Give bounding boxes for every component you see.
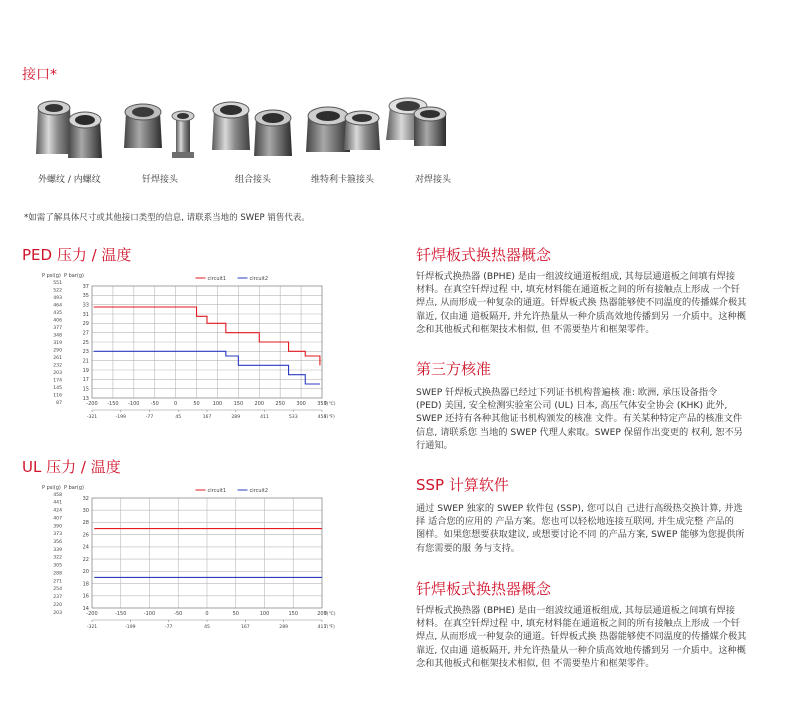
legend-label-circuit1: circuit1: [207, 276, 227, 282]
bar-tick-label: 23: [82, 349, 89, 356]
section-4-line: 焊点, 从而形成一种复杂的通道。钎焊板式换 热器能够使不同温度的传播媒介极其: [416, 631, 747, 643]
series-line-circuit1: [94, 307, 320, 365]
connector-images: [28, 96, 448, 166]
psi-tick-label: 458: [53, 492, 62, 498]
x-tick-label-f: -199: [125, 625, 136, 630]
ul-title: UL 压力 / 温度: [22, 458, 121, 476]
psi-tick-label: 441: [53, 500, 62, 506]
x-tick-label-c: 150: [288, 611, 299, 617]
bar-tick-label: 24: [82, 544, 89, 551]
x-tick-label-f: 167: [240, 625, 250, 630]
x-tick-label-c: -50: [174, 611, 183, 617]
caption-weld: 对焊接头: [415, 175, 452, 185]
psi-tick-label: 237: [53, 595, 62, 601]
x-tick-label-f: 456: [317, 415, 327, 420]
section-1-line: 钎焊板式换热器 (BPHE) 是由一组波纹通道板组成, 其每层通道板之间填有焊接: [416, 271, 736, 282]
x-tick-label-c: 150: [233, 401, 244, 407]
x-tick-label-f: 289: [231, 415, 241, 420]
section-2-line: (PED) 美国, 安全检测实验室公司 (UL) 日本, 高压气体安全协会 (KHK) 此外,: [416, 400, 728, 412]
section-3-line: 择 适合您的应用的 产品方案。您也可以轻松地连接互联网, 并生成完整 产品的: [416, 516, 734, 528]
ul-chart-svg: [40, 482, 345, 642]
x-tick-label-f: 45: [204, 625, 210, 630]
bar-tick-label: 33: [82, 302, 89, 309]
x-tick-label-f: -77: [145, 415, 154, 420]
x-tick-label-f: 45: [175, 415, 182, 420]
section-4-line: 靠近, 仅由通 道板隔开, 并允许热量从一种介质高效地传播到另 一介质中。这种概: [416, 644, 746, 656]
section-2-line: SWEP 钎焊板式换热器已经过下列证书机构普遍核 准: 欧洲, 承压设备指令: [416, 387, 718, 398]
legend-label-circuit2: circuit2: [249, 276, 269, 282]
psi-tick-label: 203: [53, 370, 62, 376]
bar-tick-label: 17: [82, 377, 89, 384]
x-tick-label-c: 200: [317, 611, 327, 617]
victaulic-connector-image: [306, 107, 380, 152]
bar-tick-label: 35: [82, 293, 89, 300]
section-2-line: SWEP 还持有各种其他证书机构颁发的核准 文件。有关某种特定产品的核准文件: [416, 413, 743, 425]
psi-tick-label: 348: [53, 333, 62, 339]
caption-victaulic: 维特利卡箍接头: [311, 175, 375, 185]
psi-tick-label: 203: [53, 610, 62, 616]
ped-chart: [40, 270, 345, 432]
x-tick-label-c: -100: [143, 611, 156, 617]
section-3-line: 有您需要的服 务与支持。: [416, 542, 520, 554]
y-axis-label-bar: P bar(g): [64, 485, 84, 491]
section-2-title: 第三方核准: [416, 360, 492, 378]
x-tick-label-c: 50: [193, 401, 200, 407]
x-tick-label-c: 300: [296, 401, 306, 407]
weld-connector-image: [386, 98, 446, 146]
section-1-line: 焊点, 从而形成一种复杂的通道。钎焊板式换 热器能够使不同温度的传播媒介极其: [416, 297, 747, 309]
x-tick-label-c: 0: [205, 611, 209, 617]
x-tick-label-f: 411: [260, 415, 269, 420]
x-unit-c: T(℃): [324, 402, 336, 407]
section-3-title: SSP 计算软件: [416, 476, 509, 494]
x-tick-label-f: -321: [86, 415, 98, 420]
section-4-title: 钎焊板式换热器概念: [416, 580, 552, 598]
x-tick-label-c: 250: [275, 401, 285, 407]
psi-tick-label: 377: [53, 325, 62, 331]
bar-tick-label: 26: [82, 532, 89, 539]
x-tick-label-c: 350: [317, 401, 327, 407]
bar-tick-label: 28: [82, 520, 89, 527]
x-tick-label-c: 100: [212, 401, 223, 407]
x-tick-label-c: -150: [115, 611, 127, 617]
section-3-line: 通过 SWEP 独家的 SWEP 软件包 (SSP), 您可以自 己进行高级热交换计算, 并选: [416, 503, 743, 514]
bar-tick-label: 31: [82, 311, 89, 318]
psi-tick-label: 464: [53, 303, 62, 309]
threaded-connector-image: [36, 101, 102, 158]
psi-tick-label: 551: [53, 280, 62, 286]
x-unit-f: T(℉): [324, 415, 335, 420]
x-unit-f: T(℉): [324, 625, 335, 630]
psi-tick-label: 356: [53, 540, 62, 545]
section-4-line: 钎焊板式换热器 (BPHE) 是由一组波纹通道板组成, 其每层通道板之间填有焊接: [416, 605, 736, 616]
y-axis-label-psi: P psi(g): [42, 485, 61, 491]
solder-connector-image: [124, 104, 194, 158]
connectors-note: *如需了解具体尺寸或其他接口类型的信息, 请联系当地的 SWEP 销售代表。: [24, 213, 310, 223]
psi-tick-label: 322: [53, 555, 62, 561]
x-tick-label-f: -199: [115, 415, 126, 420]
section-1-body: [416, 270, 786, 336]
psi-tick-label: 174: [53, 378, 62, 384]
psi-tick-label: 407: [53, 516, 62, 522]
psi-tick-label: 271: [53, 579, 62, 585]
section-1-line: 靠近, 仅由通 道板隔开, 并允许热量从一种介质高效地传播到另 一介质中。这种概: [416, 310, 746, 322]
ped-title: PED 压力 / 温度: [22, 246, 132, 264]
x-tick-label-f: -321: [86, 625, 98, 630]
x-tick-label-c: 200: [254, 401, 265, 407]
caption-solder: 钎焊接头: [142, 175, 179, 185]
psi-tick-label: 522: [53, 288, 62, 294]
x-tick-label-f: 533: [288, 415, 298, 420]
bar-tick-label: 18: [82, 581, 89, 588]
bar-tick-label: 22: [82, 556, 89, 563]
legend-label-circuit2: circuit2: [249, 488, 269, 494]
bar-tick-label: 37: [82, 283, 89, 290]
psi-tick-label: 424: [53, 508, 62, 514]
psi-tick-label: 319: [53, 340, 62, 346]
psi-tick-label: 87: [56, 400, 62, 406]
bar-tick-label: 13: [82, 395, 89, 402]
x-unit-c: T(℃): [324, 612, 336, 617]
bar-tick-label: 27: [82, 330, 89, 337]
x-tick-label-c: -200: [86, 401, 98, 407]
psi-tick-label: 339: [53, 547, 62, 553]
psi-tick-label: 261: [53, 355, 62, 361]
section-1-line: 念和其他板式和框架技术相似, 但 不需要垫片和框架零件。: [416, 323, 655, 335]
connectors-title: 接口*: [22, 67, 57, 83]
psi-tick-label: 493: [53, 295, 62, 301]
section-3-line: 图样。如果您想要获取建议, 或想要讨论不同 的产品方案, SWEP 能够为您提供所: [416, 529, 745, 541]
x-tick-label-f: 289: [279, 625, 289, 630]
psi-tick-label: 373: [53, 532, 62, 538]
legend-label-circuit1: circuit1: [207, 488, 227, 494]
x-tick-label-c: 0: [174, 401, 178, 407]
combi-connector-image: [212, 102, 292, 156]
section-2-line: 行通知。: [416, 439, 453, 451]
psi-tick-label: 145: [53, 385, 62, 391]
ul-chart: [40, 482, 345, 642]
section-1-line: 材料。在真空钎焊过程 中, 填充材料能在通道板之间的所有接触点上形成 一个钎: [416, 284, 741, 296]
bar-tick-label: 29: [82, 321, 89, 328]
psi-tick-label: 406: [53, 318, 62, 324]
bar-tick-label: 14: [82, 605, 89, 612]
ped-chart-svg: [40, 270, 345, 432]
x-tick-label-f: 411: [317, 625, 327, 630]
x-tick-label-f: -77: [164, 625, 173, 630]
x-tick-label-c: -150: [107, 401, 119, 407]
bar-tick-label: 20: [82, 569, 89, 576]
y-axis-label-psi: P psi(g): [42, 273, 61, 279]
section-2-body: [416, 386, 786, 452]
x-tick-label-f: 167: [202, 415, 212, 420]
bar-tick-label: 25: [82, 339, 89, 346]
x-tick-label-c: -50: [150, 401, 159, 407]
caption-combi: 组合接头: [235, 175, 272, 185]
psi-tick-label: 232: [53, 363, 62, 369]
bar-tick-label: 15: [82, 386, 89, 393]
caption-threaded: 外螺纹 / 内螺纹: [38, 175, 101, 185]
psi-tick-label: 116: [53, 393, 62, 399]
psi-tick-label: 220: [53, 602, 62, 608]
section-2-line: 信息, 请联系您 当地的 SWEP 代理人索取。SWEP 保留作出变更的 权利, 恕不另: [416, 426, 743, 438]
psi-tick-label: 290: [53, 348, 62, 354]
section-3-body: [416, 502, 786, 555]
x-tick-label-c: -200: [86, 611, 98, 617]
psi-tick-label: 390: [53, 524, 62, 530]
y-axis-label-bar: P bar(g): [64, 273, 84, 279]
psi-tick-label: 254: [53, 587, 62, 593]
bar-tick-label: 16: [82, 593, 89, 600]
section-4-line: 材料。在真空钎焊过程 中, 填充材料能在通道板之间的所有接触点上形成 一个钎: [416, 618, 741, 630]
bar-tick-label: 30: [82, 508, 89, 515]
x-tick-label-c: -100: [128, 401, 140, 407]
psi-tick-label: 305: [53, 563, 62, 569]
section-1-title: 钎焊板式换热器概念: [416, 246, 552, 264]
bar-tick-label: 32: [82, 495, 89, 502]
x-tick-label-c: 50: [232, 611, 239, 617]
connector-illustrations: [28, 96, 448, 166]
psi-tick-label: 288: [53, 571, 62, 577]
section-4-line: 念和其他板式和框架技术相似, 但 不需要垫片和框架零件。: [416, 657, 655, 669]
bar-tick-label: 21: [82, 358, 89, 365]
section-4-body: [416, 604, 786, 670]
bar-tick-label: 19: [82, 367, 89, 374]
psi-tick-label: 435: [53, 310, 62, 316]
x-tick-label-c: 100: [259, 611, 270, 617]
